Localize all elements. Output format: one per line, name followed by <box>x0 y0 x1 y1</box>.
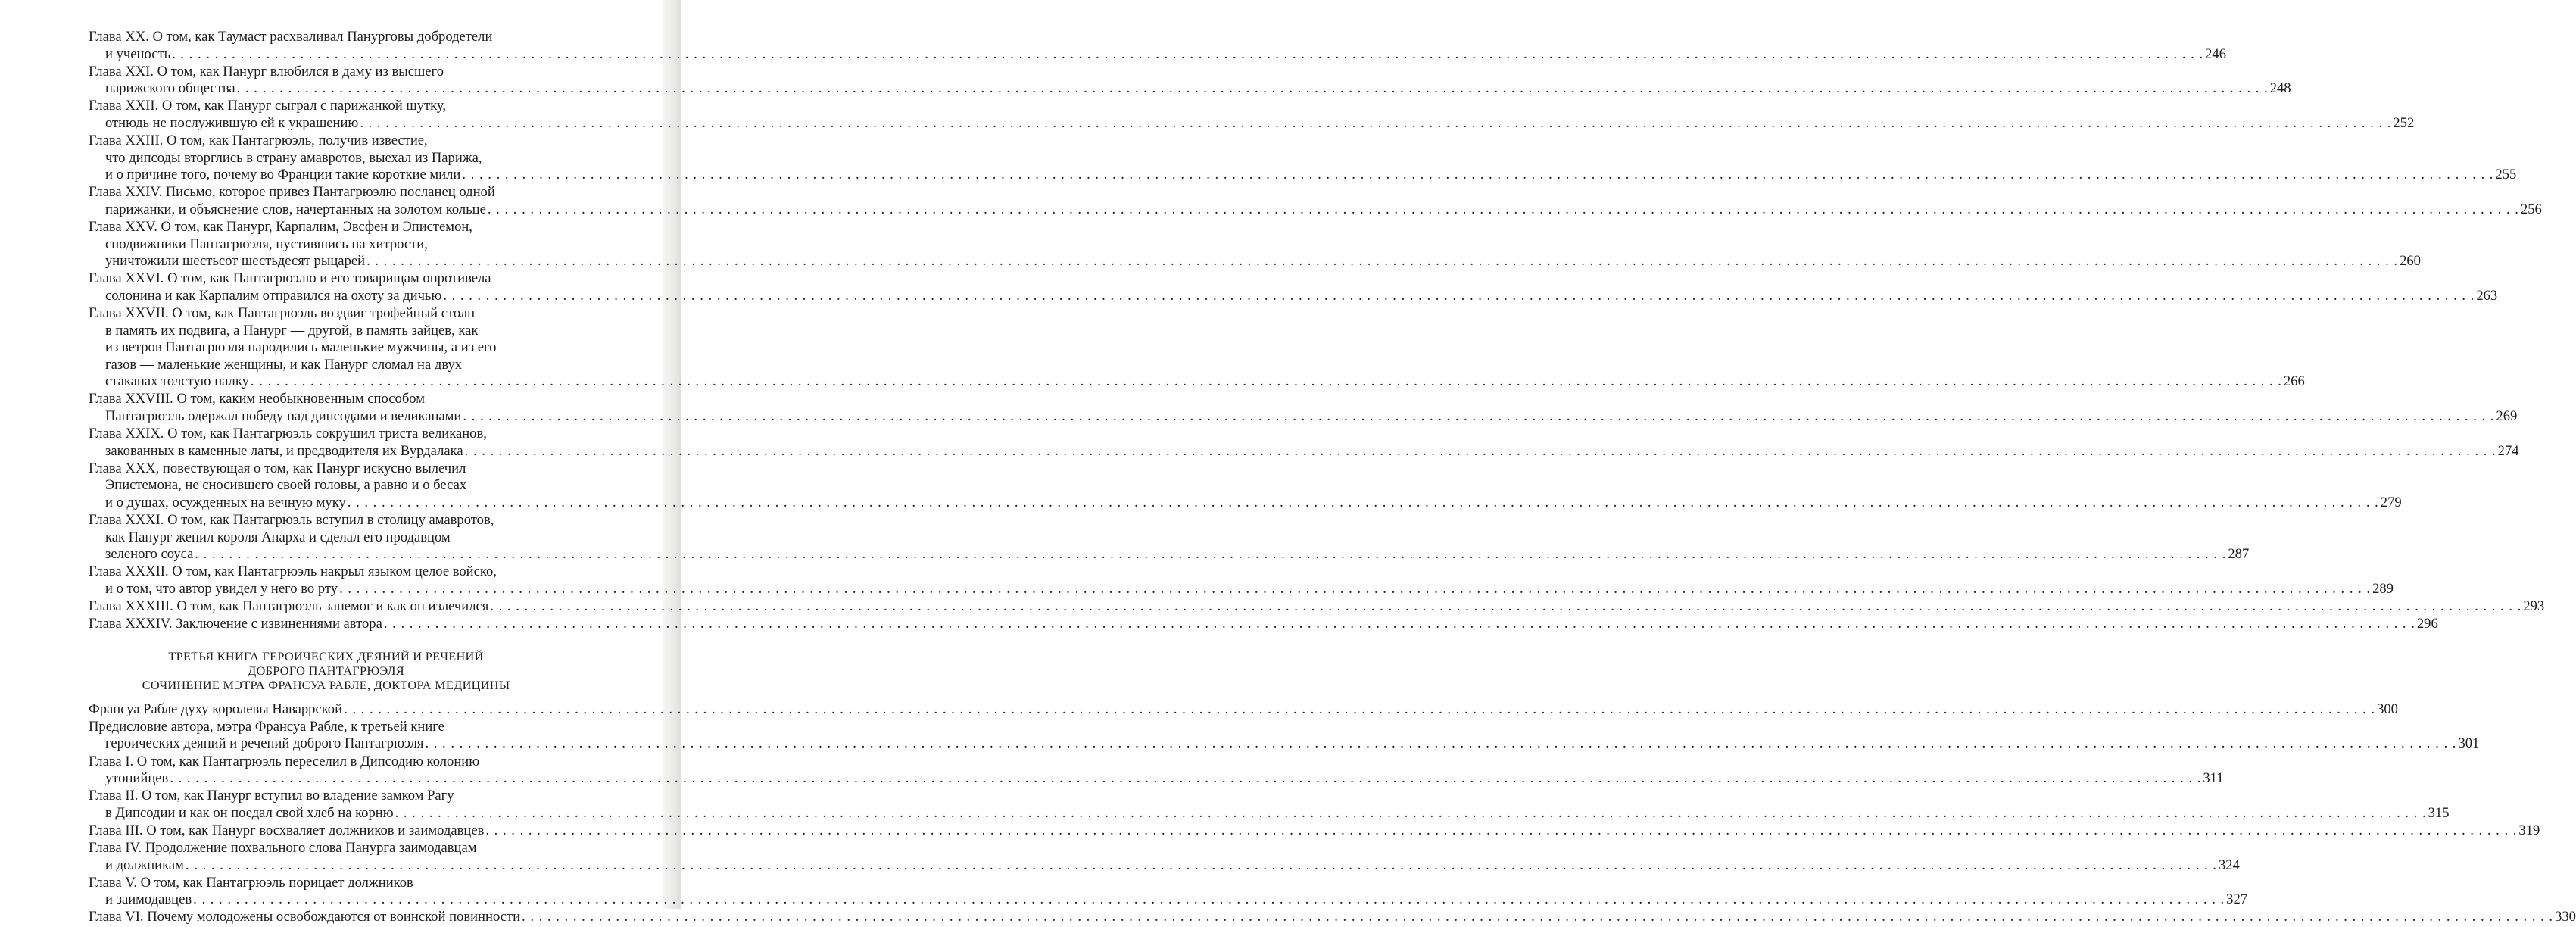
toc-entry-final-line <box>89 770 2224 788</box>
dot-leader <box>366 253 2398 270</box>
toc-entry <box>89 840 2240 874</box>
page-number: 293 <box>2523 598 2545 615</box>
toc-entry-title: и должникам <box>105 857 184 873</box>
dot-leader <box>251 373 2282 391</box>
toc-entry <box>89 460 2402 512</box>
toc-entry <box>89 270 2498 304</box>
toc-entry-title: закованных в каменные латы, и предводителя их Вурдалака <box>105 442 463 459</box>
toc-entry-line: из ветров Пантагрюэля народились маленькие мужчины, а из его <box>105 339 497 356</box>
toc-entry-line: Глава IV. Продолжение похвального слова Панурга заимодавцам <box>89 840 477 857</box>
page-number: 252 <box>2393 114 2415 131</box>
toc-entry-final-line <box>89 616 2438 633</box>
toc-entry <box>89 909 2576 926</box>
dot-leader <box>193 891 2225 909</box>
toc-entry-line: Глава XXVII. О том, как Пантагрюэль воздвиг трофейный столп <box>89 305 476 321</box>
toc-entry <box>89 133 2517 184</box>
page-number: 324 <box>2218 857 2240 873</box>
toc-entry-final-line <box>89 442 2519 460</box>
dot-leader <box>463 408 2494 426</box>
dot-leader <box>186 857 2217 875</box>
toc-entry-final-line <box>89 373 2305 391</box>
section-title-line-2: ДОБРОГО ПАНТАГРЮЭЛЯ <box>248 663 404 678</box>
toc-entry-final-line <box>89 804 2450 822</box>
toc-entry <box>89 426 2519 460</box>
toc-entry-title: и о душах, осужденных на вечную муку <box>105 495 346 511</box>
toc-entry-final-line <box>89 857 2240 875</box>
toc-entry-line: Глава XXVIII. О том, каким необыкновенным способом <box>89 391 425 407</box>
toc-entry-line: газов — маленькие женщины, и как Панург сломал на двух <box>105 356 463 373</box>
section-subtitle: СОЧИНЕНИЕ МЭТРА ФРАНСУА РАБЛЕ, ДОКТОРА МЕДИЦИНЫ <box>142 677 510 692</box>
toc-entry-title: стаканах толстую палку <box>105 373 249 390</box>
page-number: 287 <box>2228 546 2250 563</box>
toc-entry-final-line <box>89 45 2226 64</box>
page-number: 274 <box>2497 442 2519 459</box>
toc-entry-title: Пантагрюэль одержал победу над дипсодами и великанами <box>105 408 462 425</box>
toc-entry-title: и о причине того, почему во Франции такие короткие мили <box>105 167 461 183</box>
toc-entry-title: утопийцев <box>105 770 169 787</box>
toc-entry <box>89 874 2248 909</box>
toc-entry-final-line <box>89 701 2398 719</box>
toc-entry <box>89 184 2542 218</box>
toc-entry <box>89 598 2545 616</box>
toc-entry <box>89 701 2398 719</box>
dot-leader <box>172 46 2203 64</box>
toc-entry-final-line <box>89 253 2421 270</box>
dot-leader <box>443 288 2475 305</box>
toc-entry-final-line <box>89 167 2517 184</box>
toc-entry-title: зеленого соуса <box>105 546 194 563</box>
toc-entry <box>89 753 2224 788</box>
toc-entry-line: что дипсоды вторглись в страну амавротов, выехал из Парижа, <box>105 149 482 166</box>
toc-entry-line: Глава XXVI. О том, как Пантагрюэлю и его товарищам опротивела <box>89 270 491 287</box>
page-number: 315 <box>2428 804 2450 821</box>
toc-entry <box>89 98 2415 132</box>
toc-entry-final-line <box>89 909 2576 926</box>
toc-entry <box>89 822 2540 840</box>
dot-leader <box>237 80 2269 98</box>
dot-leader <box>384 616 2415 633</box>
toc-part-pantagruel-chapters <box>89 29 2545 633</box>
toc-entry-title: парижского общества <box>105 80 235 97</box>
page-number: 260 <box>2400 253 2421 270</box>
page-number: 301 <box>2458 735 2480 752</box>
toc-entry-line: Глава XX. О том, как Таумаст расхваливал Панурговы добродетели <box>89 29 493 45</box>
toc-entry <box>89 63 2291 98</box>
toc-entry-final-line <box>89 891 2248 909</box>
page-number: 311 <box>2203 770 2224 787</box>
dot-leader <box>425 735 2456 753</box>
toc-entry-final-line <box>89 287 2498 305</box>
toc-entry <box>89 29 2226 63</box>
toc-entry-line: Глава XXII. О том, как Панург сыграл с парижанкой шутку, <box>89 98 446 114</box>
toc-entry-final-line <box>89 201 2542 219</box>
table-of-contents <box>89 29 2576 927</box>
toc-entry-final-line <box>89 80 2291 98</box>
dot-leader <box>360 115 2391 133</box>
toc-entry-final-line <box>89 408 2518 426</box>
dot-leader <box>170 770 2201 788</box>
toc-entry <box>89 391 2518 425</box>
page-number: 327 <box>2226 891 2248 908</box>
page-number: 330 <box>2555 909 2576 925</box>
toc-entry-line: как Панург женил короля Анарха и сделал его продавцом <box>105 529 451 545</box>
toc-entry-title: героических деяний и речений доброго Пантагрюэля <box>105 735 424 752</box>
toc-entry-title: и заимодавцев <box>105 891 192 908</box>
toc-entry-line: в память их подвига, а Панург — другой, в память зайцев, как <box>105 322 479 339</box>
dot-leader <box>522 909 2553 926</box>
toc-entry-title: в Дипсодии и как он поедал свой хлеб на корню <box>105 804 394 821</box>
page-number: 319 <box>2518 822 2540 838</box>
toc-part-third-book-chapters <box>89 701 2576 926</box>
toc-entry-line: Глава XXIV. Письмо, которое привез Пантагрюэлю посланец одной <box>89 184 495 201</box>
dot-leader <box>490 598 2521 616</box>
dot-leader <box>465 443 2496 460</box>
toc-entry-final-line <box>89 546 2250 563</box>
toc-entry-final-line <box>89 114 2415 133</box>
toc-entry-title: Глава XXXIII. О том, как Пантагрюэль занемог и как он излечился <box>89 598 489 615</box>
page-number: 296 <box>2416 616 2438 632</box>
toc-entry-line: сподвижники Пантагрюэля, пустившись на хитрости, <box>105 236 428 252</box>
toc-entry <box>89 616 2438 633</box>
dot-leader <box>488 201 2519 219</box>
toc-entry-final-line <box>89 598 2545 616</box>
toc-entry-line: Глава XXX, повествующая о том, как Панург искусно вылечил <box>89 460 466 476</box>
toc-entry-title: Глава XXXIV. Заключение с извинениями автора <box>89 616 382 632</box>
toc-entry-line: Глава II. О том, как Панург вступил во владение замком Рагу <box>89 788 454 804</box>
dot-leader <box>348 495 2379 512</box>
toc-entry <box>89 788 2450 822</box>
section-title-line-1: ТРЕТЬЯ КНИГА ГЕРОИЧЕСКИХ ДЕЯНИЙ И РЕЧЕНИЙ <box>168 648 484 663</box>
toc-entry-final-line <box>89 822 2540 840</box>
toc-entry-title: парижанки, и объяснение слов, начертанных на золотом кольце <box>105 201 486 217</box>
page-number: 256 <box>2520 201 2542 217</box>
toc-entry-line: Эпистемона, не сносившего своей головы, а равно и о бесах <box>105 477 467 494</box>
toc-entry-line: Глава XXV. О том, как Панург, Карпалим, Эвсфен и Эпистемон, <box>89 219 472 236</box>
page-number: 246 <box>2205 45 2226 62</box>
page-number: 289 <box>2372 581 2394 597</box>
page-number: 279 <box>2380 495 2402 511</box>
toc-entry-title: отнюдь не послужившую ей к украшению <box>105 114 359 131</box>
page-number: 269 <box>2496 408 2518 425</box>
toc-entry-final-line <box>89 735 2480 753</box>
toc-entry-line: Глава XXI. О том, как Панург влюбился в даму из высшего <box>89 63 444 80</box>
dot-leader <box>395 805 2427 822</box>
dot-leader <box>344 701 2375 719</box>
toc-entry <box>89 219 2421 270</box>
page-number: 255 <box>2495 167 2517 183</box>
dot-leader <box>195 546 2226 563</box>
toc-entry-title: и ученость <box>105 45 171 62</box>
toc-entry-title: солонина и как Карпалим отправился на охоту за дичью <box>105 287 442 304</box>
toc-entry <box>89 718 2480 753</box>
page-number: 266 <box>2283 373 2305 390</box>
toc-entry-line: Глава XXXI. О том, как Пантагрюэль вступил в столицу амавротов, <box>89 512 494 529</box>
toc-entry-title: Глава VI. Почему молодожены освобождаются от воинской повинности <box>89 909 521 925</box>
toc-entry-line: Глава XXIX. О том, как Пантагрюэль сокрушил триста великанов, <box>89 426 487 442</box>
toc-entry-final-line <box>89 581 2394 598</box>
toc-entry-final-line <box>89 495 2402 512</box>
toc-entry-title: уничтожили шестьсот шестьдесят рыцарей <box>105 253 366 270</box>
toc-entry-line: Глава I. О том, как Пантагрюэль переселил в Дипсодию колонию <box>89 753 480 769</box>
dot-leader <box>485 822 2517 840</box>
dot-leader <box>339 581 2371 598</box>
section-header <box>89 649 560 692</box>
toc-entry <box>89 305 2305 391</box>
page-number: 248 <box>2269 80 2291 97</box>
toc-entry <box>89 563 2394 598</box>
toc-entry-line: Глава XXXII. О том, как Пантагрюэль накрыл языком целое войско, <box>89 563 497 580</box>
toc-entry-title: и о том, что автор увидел у него во рту <box>105 581 338 597</box>
toc-entry-line: Глава XXIII. О том, как Пантагрюэль, получив известие, <box>89 133 428 149</box>
dot-leader <box>462 167 2493 184</box>
toc-entry-line: Предисловие автора, мэтра Франсуа Рабле, к третьей книге <box>89 718 444 735</box>
toc-entry-line: Глава V. О том, как Пантагрюэль порицает должников <box>89 874 413 891</box>
page-number: 300 <box>2377 701 2398 717</box>
page-number: 263 <box>2476 287 2498 304</box>
toc-entry <box>89 512 2250 563</box>
toc-entry-title: Глава III. О том, как Панург восхваляет должников и заимодавцев <box>89 822 485 838</box>
toc-entry-title: Франсуа Рабле духу королевы Наваррской <box>89 701 343 717</box>
